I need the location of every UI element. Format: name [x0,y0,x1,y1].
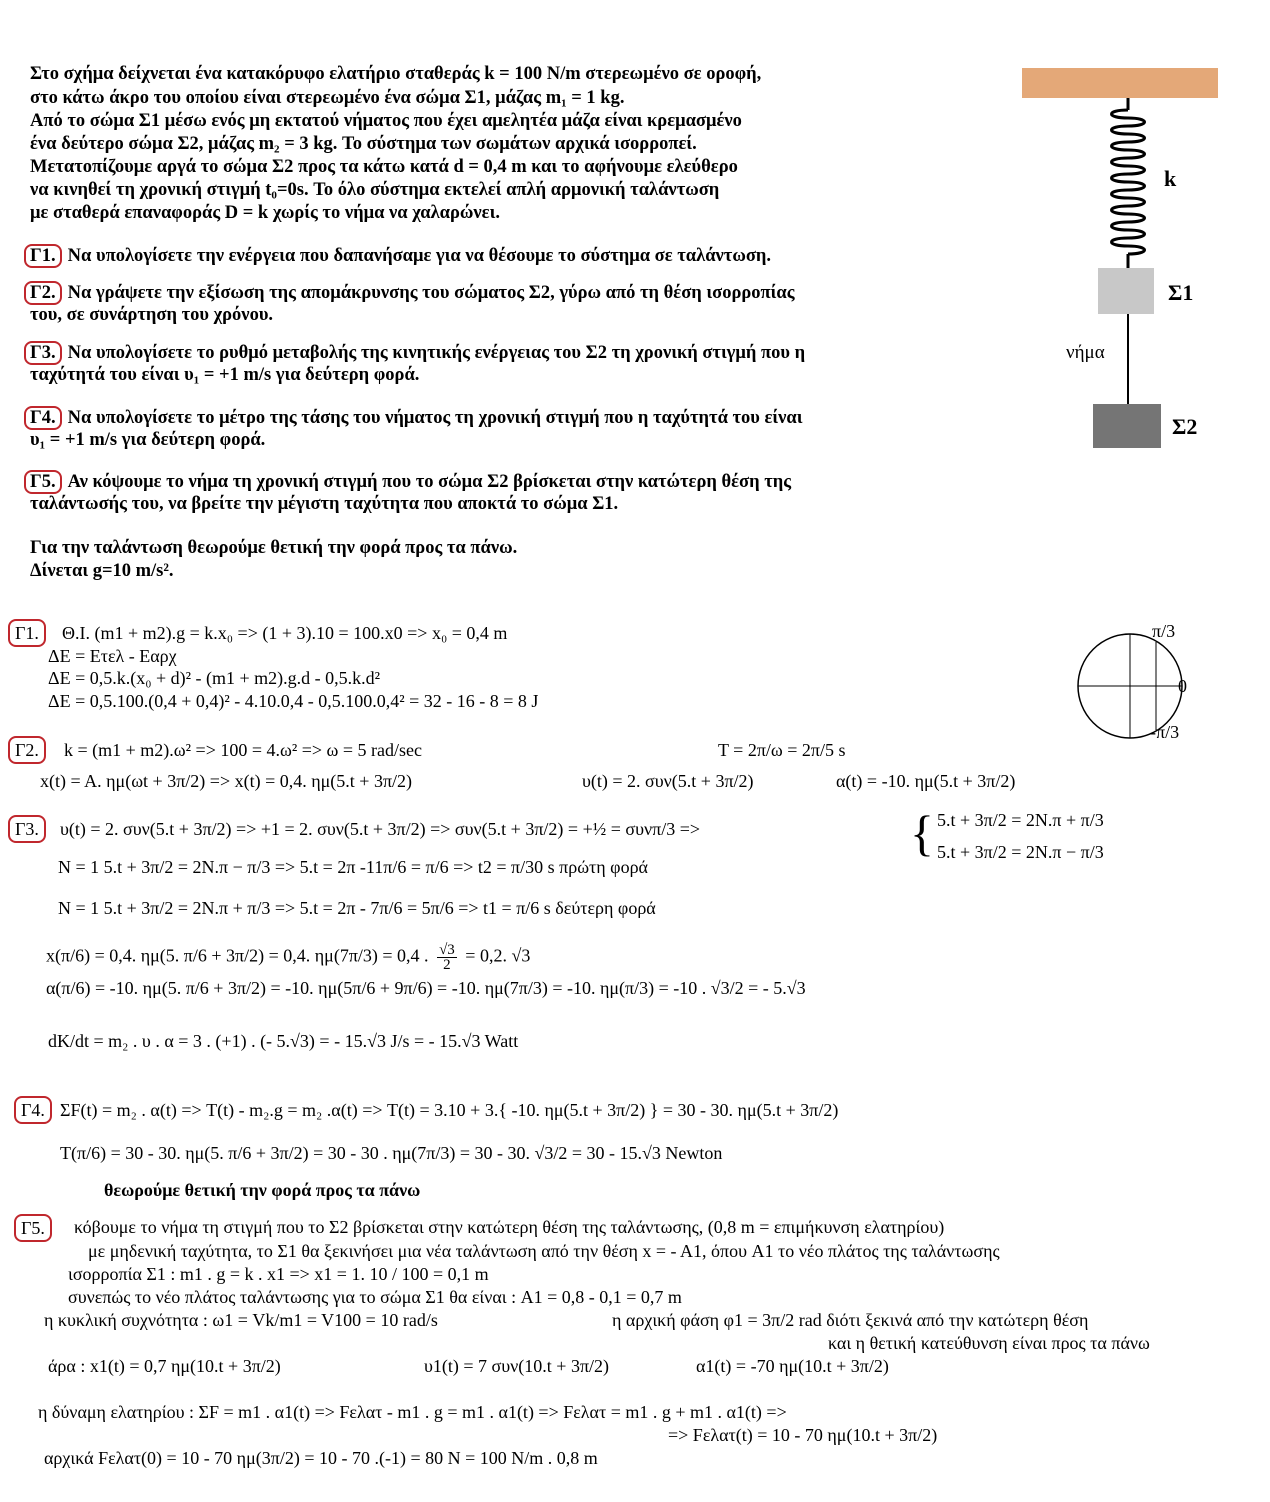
solution-line: αρχικά Fελατ(0) = 10 - 70 ημ(3π/2) = 10 - 70 .(-1) = 80 N = 100 N/m . 0,8 m [44,1448,598,1468]
problem-line: Από το σώμα Σ1 μέσω ενός μη εκτατού νήματος που έχει αμελητέα μάζα είναι κρεμασμένο [30,111,742,131]
solution-line: ΣF(t) = m₂ . α(t) => T(t) - m₂.g = m₂ .α(t) => T(t) = 3.10 + 3.{ -10. ημ(5.t + 3π/2) } = 30 - 30. ημ(5.t + 3π/2) [60,1100,839,1120]
problem-line: στο κάτω άκρο του οποίου είναι στερεωμένο ένα σώμα Σ1, μάζας m₁ = 1 kg. [30,88,625,108]
phase-label-right: 0 [1178,676,1187,696]
solution-label-g4: Γ4. [14,1096,52,1124]
problem-line: ένα δεύτερο σώμα Σ2, μάζας m₂ = 3 kg. Το σύστημα των σωμάτων αρχικά ισορροπεί. [30,134,697,154]
question-text: ταχύτητά του είναι υ₁ = +1 m/s για δεύτερη φορά. [30,365,420,385]
fraction [437,943,457,972]
displacement-equation: x(t) = A. ημ(ωt + 3π/2) => x(t) = 0,4. ημ(5.t + 3π/2) [40,771,413,791]
question-g2 [24,281,795,305]
solution-line: συνεπώς το νέο πλάτος ταλάντωσης για το σώμα Σ1 θα είναι : A1 = 0,8 - 0,1 = 0,7 m [68,1287,682,1307]
solution-line: και η θετική κατεύθυνση είναι προς τα πάνω [828,1333,1150,1353]
solution-line: α1(t) = -70 ημ(10.t + 3π/2) [696,1356,889,1376]
solution-line: N = 1 5.t + 3π/2 = 2N.π − π/3 => 5.t = 2π -11π/6 = π/6 => t2 = π/30 s πρώτη φορά [58,857,648,877]
phase-label-top: π/3 [1152,621,1176,641]
velocity-equation: υ(t) = 2. συν(5.t + 3π/2) [582,771,754,791]
solution-line: κόβουμε το νήμα τη στιγμή που το Σ2 βρίσκεται στην κατώτερη θέση της ταλάντωσης, (0,8 m = επιμήκυνση ελατηρίου) [74,1217,945,1237]
fraction-denominator: 2 [443,957,451,973]
ceiling [1022,68,1218,98]
cases-brace: { [910,805,934,861]
solution-line: N = 1 5.t + 3π/2 = 2N.π + π/3 => 5.t = 2π - 7π/6 = 5π/6 => t1 = π/6 s δεύτερη φορά [58,898,656,918]
question-text: υ₁ = +1 m/s για δεύτερη φορά. [30,430,266,450]
question-label: Γ3. [24,341,62,365]
thread-label: νήμα [1066,342,1105,363]
question-text: του, σε συνάρτηση του χρόνου. [30,305,274,325]
question-g1 [24,244,771,268]
position-at-t1 [46,943,530,972]
solution-line: ΔΕ = 0,5.k.(x₀ + d)² - (m1 + m2).g.d - 0,5.k.d² [48,668,381,688]
solution-line: ΔΕ = 0,5.100.(0,4 + 0,4)² - 4.10.0,4 - 0,5.100.0,4² = 32 - 16 - 8 = 8 J [48,691,539,711]
case-line: 5.t + 3π/2 = 2N.π + π/3 [937,810,1104,830]
acceleration-equation: α(t) = -10. ημ(5.t + 3π/2) [836,771,1016,791]
solution-label-g2: Γ2. [8,736,46,764]
note-positive-direction: Για την ταλάντωση θεωρούμε θετική την φορά προς τα πάνω. [30,538,518,558]
problem-line: Μετατοπίζουμε αργά το σώμα Σ2 προς τα κάτω κατά d = 0,4 m και το αφήνουμε ελεύθερο [30,157,738,177]
period-line: T = 2π/ω = 2π/5 s [718,740,846,760]
body-2 [1093,404,1161,448]
solution-line: με μηδενική ταχύτητα, το Σ1 θα ξεκινήσει μια νέα ταλάντωση από την θέση x = - A1, όπου A1 το νέο πλάτος της ταλάντωσης [88,1241,1000,1261]
problem-line: με σταθερά επαναφοράς D = k χωρίς το νήμα να χαλαρώνει. [30,203,500,223]
spring-mass-diagram [1010,60,1250,460]
solution-label-g1: Γ1. [8,619,46,647]
solution-line: άρα : x1(t) = 0,7 ημ(10.t + 3π/2) [48,1356,281,1376]
question-text: Να υπολογίσετε την ενέργεια που δαπανήσαμε για να θέσουμε το σύστημα σε ταλάντωση. [67,246,772,266]
phase-label-bottom: -π/3 [1150,722,1180,742]
problem-line: να κινηθεί τη χρονική στιγμή t₀=0s. Το όλο σύστημα εκτελεί απλή αρμονική ταλάντωση [30,180,720,200]
solution-line: ΔΕ = Ετελ - Εαρχ [48,646,177,666]
solution-label-g5: Γ5. [14,1214,52,1242]
case-line: 5.t + 3π/2 = 2N.π − π/3 [937,842,1104,862]
note-gravity: Δίνεται g=10 m/s². [30,561,174,581]
body-1 [1098,268,1154,314]
question-g5 [24,470,791,494]
question-text: Αν κόψουμε το νήμα τη χρονική στιγμή που το σώμα Σ2 βρίσκεται στην κατώτερη θέση της [67,472,792,492]
question-g4 [24,406,803,430]
question-text: ταλάντωσής του, να βρείτε την μέγιστη ταχύτητα που αποκτά το σώμα Σ1. [30,494,619,514]
solution-line: α(π/6) = -10. ημ(5. π/6 + 3π/2) = -10. ημ(5π/6 + 9π/6) = -10. ημ(7π/3) = -10. ημ(π/3) = -10 . √3/2 = - 5.√3 [46,978,806,998]
question-g3 [24,341,805,365]
solution-line: η δύναμη ελατηρίου : ΣF = m1 . α1(t) => Fελατ - m1 . g = m1 . α1(t) => Fελατ = m1 . g + m1 . α1(t) => [38,1402,787,1422]
question-label: Γ1. [24,244,62,268]
solution-label-g3: Γ3. [8,815,46,843]
solution-line: T(π/6) = 30 - 30. ημ(5. π/6 + 3π/2) = 30 - 30 . ημ(7π/3) = 30 - 30. √3/2 = 30 - 15.√3 Newton [60,1143,723,1163]
solution-line: υ1(t) = 7 συν(10.t + 3π/2) [424,1356,610,1376]
question-label: Γ5. [24,470,62,494]
solution-line: ισορροπία Σ1 : m1 . g = k . x1 => x1 = 1. 10 / 100 = 0,1 m [68,1264,489,1284]
position-expression: x(π/6) = 0,4. ημ(5. π/6 + 3π/2) = 0,4. ημ(7π/3) = 0,4 . [46,945,429,966]
spring-coil [1112,110,1145,254]
solution-line: η αρχική φάση φ1 = 3π/2 rad διότι ξεκινά από την κατώτερη θέση [612,1310,1089,1330]
position-result: = 0,2. √3 [465,945,531,966]
problem-line: Στο σχήμα δείχνεται ένα κατακόρυφο ελατήριο σταθεράς k = 100 N/m στερεωμένο σε οροφή, [30,64,762,84]
body-2-label: Σ2 [1172,414,1198,439]
question-label: Γ2. [24,281,62,305]
question-label: Γ4. [24,406,62,430]
fraction-numerator: √3 [439,942,455,958]
kinetic-energy-rate: dK/dt = m₂ . υ . α = 3 . (+1) . (- 5.√3) = - 15.√3 J/s = - 15.√3 Watt [48,1031,519,1051]
solution-line: => Fελατ(t) = 10 - 70 ημ(10.t + 3π/2) [668,1425,938,1445]
solution-line: k = (m1 + m2).ω² => 100 = 4.ω² => ω = 5 rad/sec [64,740,423,760]
spring-constant-label: k [1164,166,1177,191]
question-text: Να υπολογίσετε το μέτρο της τάσης του νήματος τη χρονική στιγμή που η ταχύτητά του είναι [67,408,803,428]
solution-line: υ(t) = 2. συν(5.t + 3π/2) => +1 = 2. συν(5.t + 3π/2) => συν(5.t + 3π/2) = +½ = συνπ/3 => [60,819,701,839]
body-1-label: Σ1 [1168,280,1194,305]
direction-note: θεωρούμε θετική την φορά προς τα πάνω [104,1180,421,1200]
solution-line: η κυκλική συχνότητα : ω1 = Vk/m1 = V100 = 10 rad/s [44,1310,438,1330]
question-text: Να γράψετε την εξίσωση της απομάκρυνσης του σώματος Σ2, γύρω από τη θέση ισορροπίας [67,283,795,303]
question-text: Να υπολογίσετε το ρυθμό μεταβολής της κινητικής ενέργειας του Σ2 τη χρονική στιγμή που η [67,343,806,363]
solution-line: Θ.Ι. (m1 + m2).g = k.x₀ => (1 + 3).10 = 100.x0 => x₀ = 0,4 m [62,623,508,643]
